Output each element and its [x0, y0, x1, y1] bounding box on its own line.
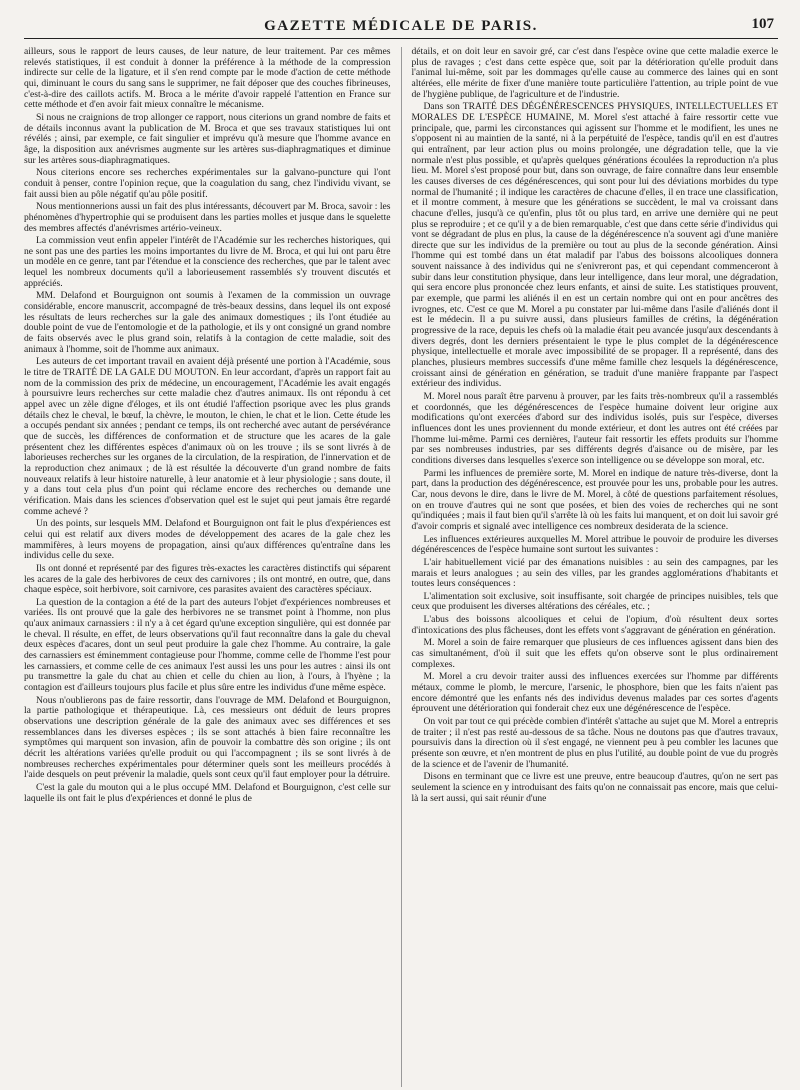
paragraph: détails, et on doit leur en savoir gré, car c'est dans l'espèce ovine que cette maladie exerce le plus de ravages ; c'est dans cette espèce que, soit par la détérioration qu'elle produit dans l'animal lui-même, soit par les dommages qu'elle cause au commerce des laines qui en sont altérées, elle mérite de fixer d'une manière toute particulière l'attention, au triple point de vue de l'hygiène publique, de l'agriculture et de l'industrie. — [411, 47, 778, 100]
paragraph: M. Morel a cru devoir traiter aussi des influences exercées sur l'homme par différents métaux, comme le plomb, le mercure, l'arsenic, le phosphore, bien que les faits n'aient pas encore démontré que les enfants nés des individus devenus malades par ces sortes d'agents éprouvent une détérioration qui fonderait chez eux une dégénérescence de l'espèce. — [411, 671, 778, 715]
paragraph: Disons en terminant que ce livre est une preuve, entre beaucoup d'autres, qu'on ne sert pas seulement la science en y introduisant des faits qu'on ne connaissait pas encore, mais que celui-là la sert aussi, qui sait réunir d'une — [411, 771, 778, 804]
paragraph: On voit par tout ce qui précède combien d'intérêt s'attache au sujet que M. Morel a entrepris de traiter ; il n'est pas resté au-dessous de sa tâche. Nous ne doutons pas que d'autres travaux, poursuivis dans la direction où il s'est engagé, ne viennent peu à peu combler les lacunes que présente son œuvre, et n'en montrent de plus en plus l'utilité, au double point de vue du progrès de la science et de l'avenir de l'humanité. — [411, 716, 778, 770]
paragraph: L'abus des boissons alcooliques et celui de l'opium, d'où résultent deux sortes d'intoxications des plus fâcheuses, dont les effets vont s'aggravant de génération en génération. — [411, 614, 778, 636]
paragraph: Parmi les influences de première sorte, M. Morel en indique de nature très-diverse, dont la part, dans la production des dégénérescence, est prouvée pour les uns, probable pour les autres. Car, nous devons le dire, dans le livre de M. Morel, à côté de questions parfaitement résolues, on en trouve d'autres qui ne sont que posées, et bien des voies de recherches qui ne sont qu'indiquées ; mais il faut bien qu'il s'arrête là où les faits lui manquent, et on doit lui savoir gré d'avoir compris et signalé avec intelligence ces nombreux desiderata de la science. — [411, 467, 778, 532]
paragraph: Nous n'oublierons pas de faire ressortir, dans l'ouvrage de MM. Delafond et Bourguignon, la partie pathologique et thérapeutique. Là, ces messieurs ont déduit de leurs propres observations une description générale de la gale des animaux avec ses différences et ses ressemblances dans les diverses espèces ; ils se sont attachés à bien faire reconnaître les symptômes qui marquent son invasion, afin de pouvoir la combattre dès son origine ; ils ont décrit les altérations variées qu'elle produit ou qui l'accompagnent ; ils se sont livrés à de nombreuses recherches expérimentales pour déterminer quels sont les meilleurs procédés à l'aide desquels on peut prévenir la maladie, quels sont ceux qu'il faut employer pour la détruire. — [24, 694, 391, 781]
journal-title: GAZETTE MÉDICALE DE PARIS. — [264, 17, 538, 34]
paragraph: La commission veut enfin appeler l'intérêt de l'Académie sur les recherches historiques, qui ne sont pas une des parties les moins importantes du livre de M. Broca, et qui lui ont paru être un modèle en ce genre, tant par l'étendue et la conscience des recherches, que par le talent avec lequel les nombreux documents qu'il a laborieusement rassemblés s'y trouvent discutés et appréciés. — [24, 235, 391, 289]
paragraph: ailleurs, sous le rapport de leurs causes, de leur nature, de leur traitement. Par ces mêmes relevés statistiques, il est conduit à donner la préférence à la méthode de la compression indirecte sur celle de la ligature, et il s'en rend compte par le mode d'action de cette méthode qui, diminuant le cours du sang sans le supprimer, ne fait déposer que des couches fibrineuses, c'est-à-dire des caillots actifs. M. Broca a le mérite d'avoir rappelé l'attention en France sur cette méthode et d'en avoir fait mieux connaître le mécanisme. — [24, 47, 391, 111]
paragraph: C'est la gale du mouton qui a le plus occupé MM. Delafond et Bourguignon, c'est celle sur laquelle ils ont fait le plus d'expériences et donné le plus de — [24, 781, 391, 804]
paragraph: MM. Delafond et Bourguignon ont soumis à l'examen de la commission un ouvrage considérable, encore manuscrit, accompagné de très-beaux dessins, dans lequel ils ont exposé les résultats de leurs recherches sur la gale des animaux domestiques ; ils l'ont étudiée au double point de vue de l'entomologie et de la pathologie, et ils y ont consigné un grand nombre de faits observés avec le plus grand soin, relatifs à la contagion de cette maladie, soit des animaux à l'homme, soit de l'homme aux animaux. — [24, 290, 391, 355]
paragraph: Les auteurs de cet important travail en avaient déjà présenté une portion à l'Académie, sous le titre de TRAITÉ DE LA GALE DU MOUTON. En leur accordant, d'après un rapport fait au nom de la commission des prix de médecine, un encouragement, l'Académie les avait engagés à poursuivre leurs recherches sur cette maladie chez d'autres animaux. Ils ont répondu à cet appel avec un zèle digne d'éloges, et ils ont étudié l'affection psorique avec les plus grands détails chez le cheval, le bœuf, la chèvre, le mouton, le chien, le chat et le lion. Cette étude les a occupés pendant six années ; pendant ce temps, ils ont recherché avec autant de persévérance que de succès, les différences de conformation et de structure que les acares de la gale présentent chez les différentes espèces d'animaux où on les trouve ; ils se sont livrés à de laborieuses recherches sur les organes de la circulation, de la respiration, de l'innervation et de la reproduction chez animaux ; de là est résultée la découverte d'un grand nombre de faits nouveaux relatifs à leur histoire naturelle, à leur anatomie et à leur physiologie ; sans doute, il y a dans tout cela plus d'un point qui réclame encore des recherches ou demande une vérification. Mais dans les sciences d'observation quel est le sujet qui peut jamais être regardé comme achevé ? — [24, 356, 391, 517]
paragraph: La question de la contagion a été de la part des auteurs l'objet d'expériences nombreuses et variées. Ils ont prouvé que la gale des herbivores ne se transmet point à l'homme, non plus qu'aux animaux carnassiers : il n'y a à cet égard qu'une exception singulière, qui est donnée par le cheval. Il résulte, en effet, de leurs observations qu'il faut reconnaître dans la gale du cheval deux espèces d'acares, dont un seul peut produire la gale chez l'homme. Au contraire, la gale des carnassiers est éminemment contagieuse pour l'homme, comme celle de l'homme l'est pour les carnassiers, et comme celle de ces animaux l'est aussi les uns pour les autres : ainsi ils ont pu transmettre la gale du chat au chien et celle du chien au lion, à l'ours, à l'hyène ; la contagion est d'ailleurs toujours plus facile et plus sûre entre les individus d'une même espèce. — [24, 596, 391, 694]
paragraph: L'air habituellement vicié par des émanations nuisibles : au sein des campagnes, par les marais et leurs analogues ; au sein des villes, par les grandes agglomérations d'habitants et toutes leurs conséquences : — [411, 556, 778, 590]
left-column — [24, 47, 401, 1087]
paragraph: Nous citerions encore ses recherches expérimentales sur la galvano-puncture qui l'ont conduit à penser, contre l'opinion reçue, que la coagulation du sang, chez l'individu vivant, se fait aussi bien au pôle négatif qu'au pôle positif. — [24, 167, 391, 200]
paragraph: M. Morel a soin de faire remarquer que plusieurs de ces influences agissent dans bien des cas simultanément, d'où il suit que les effets qu'on observe sont le plus ordinairement complexes. — [411, 637, 778, 670]
paragraph: Les influences extérieures auxquelles M. Morel attribue le pouvoir de produire les diverses dégénérescences de l'espèce humaine sont surtout les suivantes : — [411, 533, 778, 556]
paragraph: Ils ont donné et représenté par des figures très-exactes les caractères distinctifs qui séparent les acares de la gale des herbivores de ceux des carnivores ; ils ont montré, en outre, que, dans chaque espèce, soit herbivore, soit carnivore, ces parasites avaient des caractères spéciaux. — [24, 562, 391, 596]
page-header — [24, 14, 778, 39]
paragraph: L'alimentation soit exclusive, soit insuffisante, soit chargée de principes nuisibles, tels que ceux que produisent les diverses altérations des céréales, etc. ; — [411, 590, 778, 613]
paragraph: Dans son TRAITÉ DES DÉGÉNÉRESCENCES PHYSIQUES, INTELLECTUELLES ET MORALES DE L'ESPÈCE HUMAINE, M. Morel s'est attaché à faire ressortir cette vue principale, que, parmi les circonstances qui agissent sur l'homme et le modifient, les unes ne s'opposent ni au maintien de la santé, ni à la perpétuité de l'espèce, tandis qu'il en est d'autres qui entraînent, par leur action plus ou moins prolongée, une dégradation telle, que la vie normale n'est plus possible, et qu'après quelques générations écoulées la reproduction n'a plus lieu. M. Morel s'est proposé pour but, dans son ouvrage, de faire connaître dans leur ensemble les causes diverses de ces dégénérescences, qui sont pour lui des déviations morbides du type normal de l'humanité ; il indique les caractères de chacune d'elles, il en trace une classification, et il montre comment, à mesure que les générations se succèdent, le mal va croissant dans chacune d'elles, jusqu'à ce qu'enfin, plus tôt ou plus tard, en arrive une dernière qui ne peut plus se reproduire ; et ce qu'il y a de bien remarquable, c'est que dans cette série d'individus qui vont se dégradant de plus en plus, la cause de la dégénérescence n'a souvent agi d'une manière directe que sur les individus de la première ou tout au plus de la seconde génération. Ainsi l'homme qui est tombé dans un état maladif par l'abus des boissons alcooliques donnera souvent naissance à des individus qui ne s'enivreront pas, et qui cependant commenceront à subir dans leur constitution physique, dans leur intelligence, dans leur moral, une dégradation, qui sera encore plus prononcée chez leurs enfants, et ainsi de suite. Les statistiques prouvent, par exemple, que parmi les aliénés il en est un certain nombre qui ont en pour ancêtres des ivrognes, etc. C'est ce que M. Morel a pu constater par lui-même dans l'asile d'aliénés dont il est le médecin. Il a pu suivre aussi, dans plusieurs familles de crétins, la dégénération progressive de la race, depuis les chefs où la maladie était peu avancée jusqu'aux descendants à divers degrés, dont les derniers présentaient le type le plus complet de la dégénérescence physique, intellectuelle et morale avec impossibilité de se propager. Il a représenté, dans des planches, plusieurs membres successifs d'une même famille chez lesquels la dégénérescence, croissant ainsi de génération en génération, se traduit d'une manière frappante par l'aspect extérieur des individus. — [411, 101, 778, 390]
article-columns — [24, 47, 778, 1087]
paragraph: Si nous ne craignions de trop allonger ce rapport, nous citerions un grand nombre de faits et de détails inconnus avant la publication de M. Broca et que ses travaux statistiques lui ont révélés ; ainsi, par exemple, ce fait singulier et imprévu qu'à mesure que l'homme avance en âge, la disposition aux anévrismes augmente sur les artères sus-diaphragmatiques et diminue sur les artères sous-diaphragmatiques. — [24, 111, 391, 166]
paragraph: Nous mentionnerions aussi un fait des plus intéressants, découvert par M. Broca, savoir : les phénomènes d'hypertrophie qui se produisent dans les parties molles et jusque dans le squelette des membres affectés d'anévrismes artério-veineux. — [24, 201, 391, 234]
paragraph: M. Morel nous paraît être parvenu à prouver, par les faits très-nombreux qu'il a rassemblés et coordonnés, que les dégénérescences de l'espèce humaine doivent leur origine aux modifications qu'ont exercées d'abord sur des individus isolés, puis sur l'espèce, diverses influences dont les unes proviennent du monde extérieur, et dont les autres ont été créées par l'homme lui-même. Parmi ces dernières, l'auteur fait ressortir les effets produits sur l'homme par ses nombreuses industries, par ses différents degrés d'aisance ou de misère, par les conditions diverses dans lesquelles s'exerce son intelligence ou se développe son moral, etc. — [411, 391, 778, 466]
paragraph: Un des points, sur lesquels MM. Delafond et Bourguignon ont fait le plus d'expériences est celui qui est relatif aux divers modes de développement des acares de la gale chez les mammifères, à leurs moyens de propagation, ainsi qu'aux différences qu'entraîne dans les individus celle du sexe. — [24, 518, 391, 562]
right-column — [401, 47, 779, 1087]
page-number: 107 — [751, 16, 774, 32]
